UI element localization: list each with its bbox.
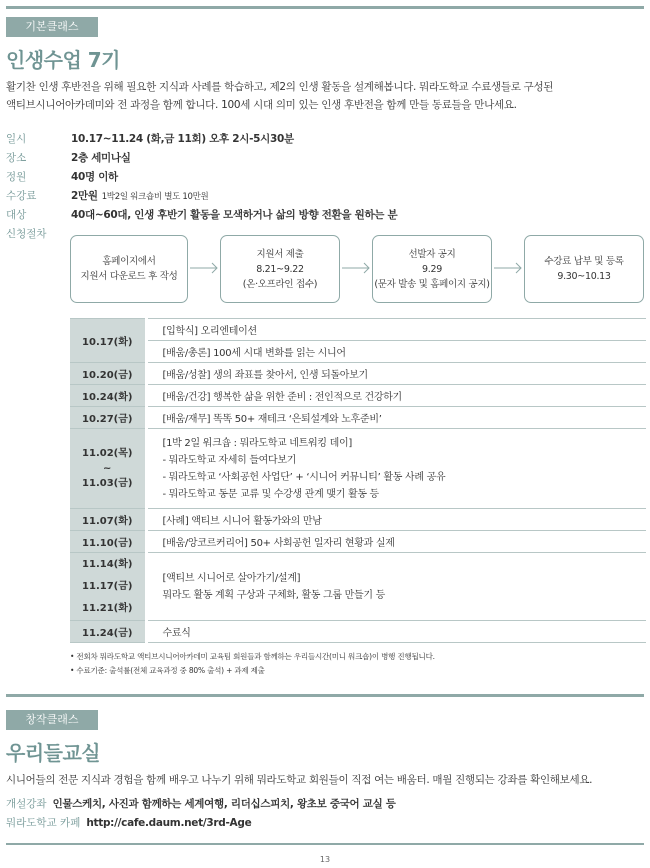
- content-line: - 뭐라도학교 ‘사회공헌 사업단’ + ‘시니어 커뮤니티’ 활동 사례 공유: [162, 471, 446, 483]
- table-row: [70, 509, 646, 531]
- table-row: [70, 429, 646, 509]
- step-line: 수강료 납부 및 등록: [544, 256, 624, 267]
- info-value: 10.17~11.24 (화,금 11회) 오후 2시-5시30분: [71, 133, 294, 145]
- info-row-courses: [6, 796, 396, 815]
- schedule-date: [70, 553, 146, 621]
- schedule-content: [배움/건강] 행복한 삶을 위한 준비 : 전인적으로 건강하기: [146, 385, 646, 407]
- process-step-4: [524, 235, 644, 303]
- info-label: 장소: [6, 152, 27, 164]
- date-item: 11.17(금): [82, 580, 133, 592]
- table-row: [70, 553, 646, 621]
- process-step-2: [220, 235, 340, 303]
- cafe-link[interactable]: http://cafe.daum.net/3rd-Age: [86, 817, 252, 829]
- bottom-divider: [6, 843, 644, 845]
- info-label: 정원: [6, 171, 27, 183]
- schedule-content: 수료식: [146, 621, 646, 643]
- notes: [70, 650, 435, 678]
- table-row: [70, 531, 646, 553]
- schedule-date: 10.24(화): [70, 385, 146, 407]
- step-line: 홈페이지에서: [102, 256, 156, 267]
- schedule-date: 11.24(금): [70, 621, 146, 643]
- process-step-3: [372, 235, 492, 303]
- date-tilde: ~: [103, 462, 112, 474]
- class-intro: [6, 78, 646, 114]
- info-row-place: [6, 150, 646, 169]
- schedule-date: [70, 429, 146, 509]
- content-line: - 뭐라도학교 동문 교류 및 수강생 관계 맺기 활동 등: [162, 488, 379, 500]
- application-process-flow: [70, 235, 646, 303]
- info-label: 신청절차: [6, 228, 47, 240]
- step-line: 지원서 제출: [256, 248, 304, 260]
- class-info: [6, 131, 646, 245]
- step-line: 9.30~10.13: [557, 271, 611, 282]
- intro-line-2: 액티브시니어아카데미와 전 과정을 함께 합니다. 100세 시대 의미 있는 인생 후반전을 함께 만들 동료들을 만나세요.: [6, 99, 517, 111]
- class-title: 우리들교실: [6, 741, 101, 765]
- top-divider: [6, 6, 644, 9]
- table-row: [70, 621, 646, 643]
- class-title: 인생수업 7기: [6, 48, 120, 72]
- schedule-date: 10.20(금): [70, 363, 146, 385]
- arrow-right-icon: [492, 262, 524, 274]
- class-intro: 시니어들의 전문 지식과 경험을 함께 배우고 나누기 위해 뭐라도학교 회원들이 직접 여는 배움터. 매월 진행되는 강좌를 확인해보세요.: [6, 774, 593, 786]
- step-line: (온·오프라인 접수): [242, 278, 318, 290]
- section-tag-basic: 기본클래스: [6, 17, 98, 37]
- schedule-date: 11.10(금): [70, 531, 146, 553]
- schedule-content: [배움/앙코르커리어] 50+ 사회공헌 일자리 현황과 실제: [146, 531, 646, 553]
- content-line: 뭐라도 활동 계획 구상과 구체화, 활동 그룹 만들기 등: [162, 589, 385, 601]
- step-line: 9.29: [422, 263, 442, 275]
- date-start: 11.02(목): [82, 447, 133, 459]
- step-line: 선발자 공지: [408, 248, 456, 260]
- fee-note: 1박2일 워크숍비 별도 10만원: [101, 192, 209, 202]
- fee-amount: 2만원: [71, 190, 98, 202]
- info-row-fee: [6, 188, 646, 207]
- table-row: [70, 407, 646, 429]
- schedule-content: [사례] 액티브 시니어 활동가와의 만남: [146, 509, 646, 531]
- info-row-cafe: [6, 815, 396, 834]
- page-number: 13: [319, 855, 331, 864]
- table-row: [70, 385, 646, 407]
- info-label: 개설강좌: [6, 798, 47, 810]
- info-value: [71, 188, 208, 203]
- info-value: 2층 세미나실: [71, 152, 131, 164]
- content-line: - 뭐라도학교 자세히 들여다보기: [162, 454, 297, 466]
- info-value: 40대~60대, 인생 후반기 활동을 모색하거나 삶의 방향 전환을 원하는 분: [71, 209, 398, 221]
- info-row-capacity: [6, 169, 646, 188]
- info-label: 수강료: [6, 190, 37, 202]
- info-label: 일시: [6, 133, 27, 145]
- info-label: 뭐라도학교 카페: [6, 817, 81, 829]
- content-line: [1박 2일 워크숍 : 뭐라도학교 네트워킹 데이]: [162, 437, 352, 449]
- schedule-content: [146, 553, 646, 621]
- schedule-content: [입학식] 오리엔테이션: [146, 319, 646, 341]
- info-row-target: [6, 207, 646, 226]
- note-line: • 수료기준: 출석률(전체 교육과정 중 80% 출석) + 과제 제출: [70, 666, 265, 675]
- date-item: 11.14(화): [82, 558, 133, 570]
- step-line: 지원서 다운로드 후 작성: [80, 271, 178, 282]
- info-label: 대상: [6, 209, 27, 221]
- step-line: 8.21~9.22: [256, 263, 304, 275]
- intro-line-1: 활기찬 인생 후반전을 위해 필요한 지식과 사례를 학습하고, 제2의 인생 활동을 설계해봅니다. 뭐라도학교 수료생들로 구성된: [6, 81, 554, 93]
- arrow-right-icon: [340, 262, 372, 274]
- class2-info: [6, 796, 396, 834]
- content-line: [액티브 시니어로 살아가기/설계]: [162, 572, 301, 584]
- table-row: [70, 341, 646, 363]
- step-line: (문자 발송 및 홈페이지 공지): [374, 278, 490, 290]
- date-end: 11.03(금): [82, 477, 133, 489]
- schedule-table: [70, 318, 646, 643]
- section-divider: [6, 694, 644, 697]
- process-step-1: [70, 235, 188, 303]
- info-row-date: [6, 131, 646, 150]
- schedule-date: 11.07(화): [70, 509, 146, 531]
- schedule-content: [배움/재무] 똑똑 50+ 재테크 ‘은퇴설계와 노후준비’: [146, 407, 646, 429]
- schedule-date: 10.17(화): [70, 319, 146, 363]
- section-tag-creative: 창작클래스: [6, 710, 98, 730]
- arrow-right-icon: [188, 262, 220, 274]
- info-value: 인물스케치, 사진과 함께하는 세계여행, 리더십스피치, 왕초보 중국어 교실 등: [52, 798, 396, 810]
- date-item: 11.21(화): [82, 602, 133, 614]
- schedule-content: [배움/성찰] 생의 좌표를 찾아서, 인생 되돌아보기: [146, 363, 646, 385]
- schedule-content: [146, 429, 646, 509]
- schedule-content: [배움/총론] 100세 시대 변화를 읽는 시니어: [146, 341, 646, 363]
- note-line: • 전회차 뭐라도학교 액티브시니어아카데미 교육팀 회원들과 함께하는 우리들시간(미니 워크숍)이 병행 진행됩니다.: [70, 652, 435, 661]
- table-row: [70, 363, 646, 385]
- schedule-date: 10.27(금): [70, 407, 146, 429]
- table-row: [70, 319, 646, 341]
- info-value: 40명 이하: [71, 171, 118, 183]
